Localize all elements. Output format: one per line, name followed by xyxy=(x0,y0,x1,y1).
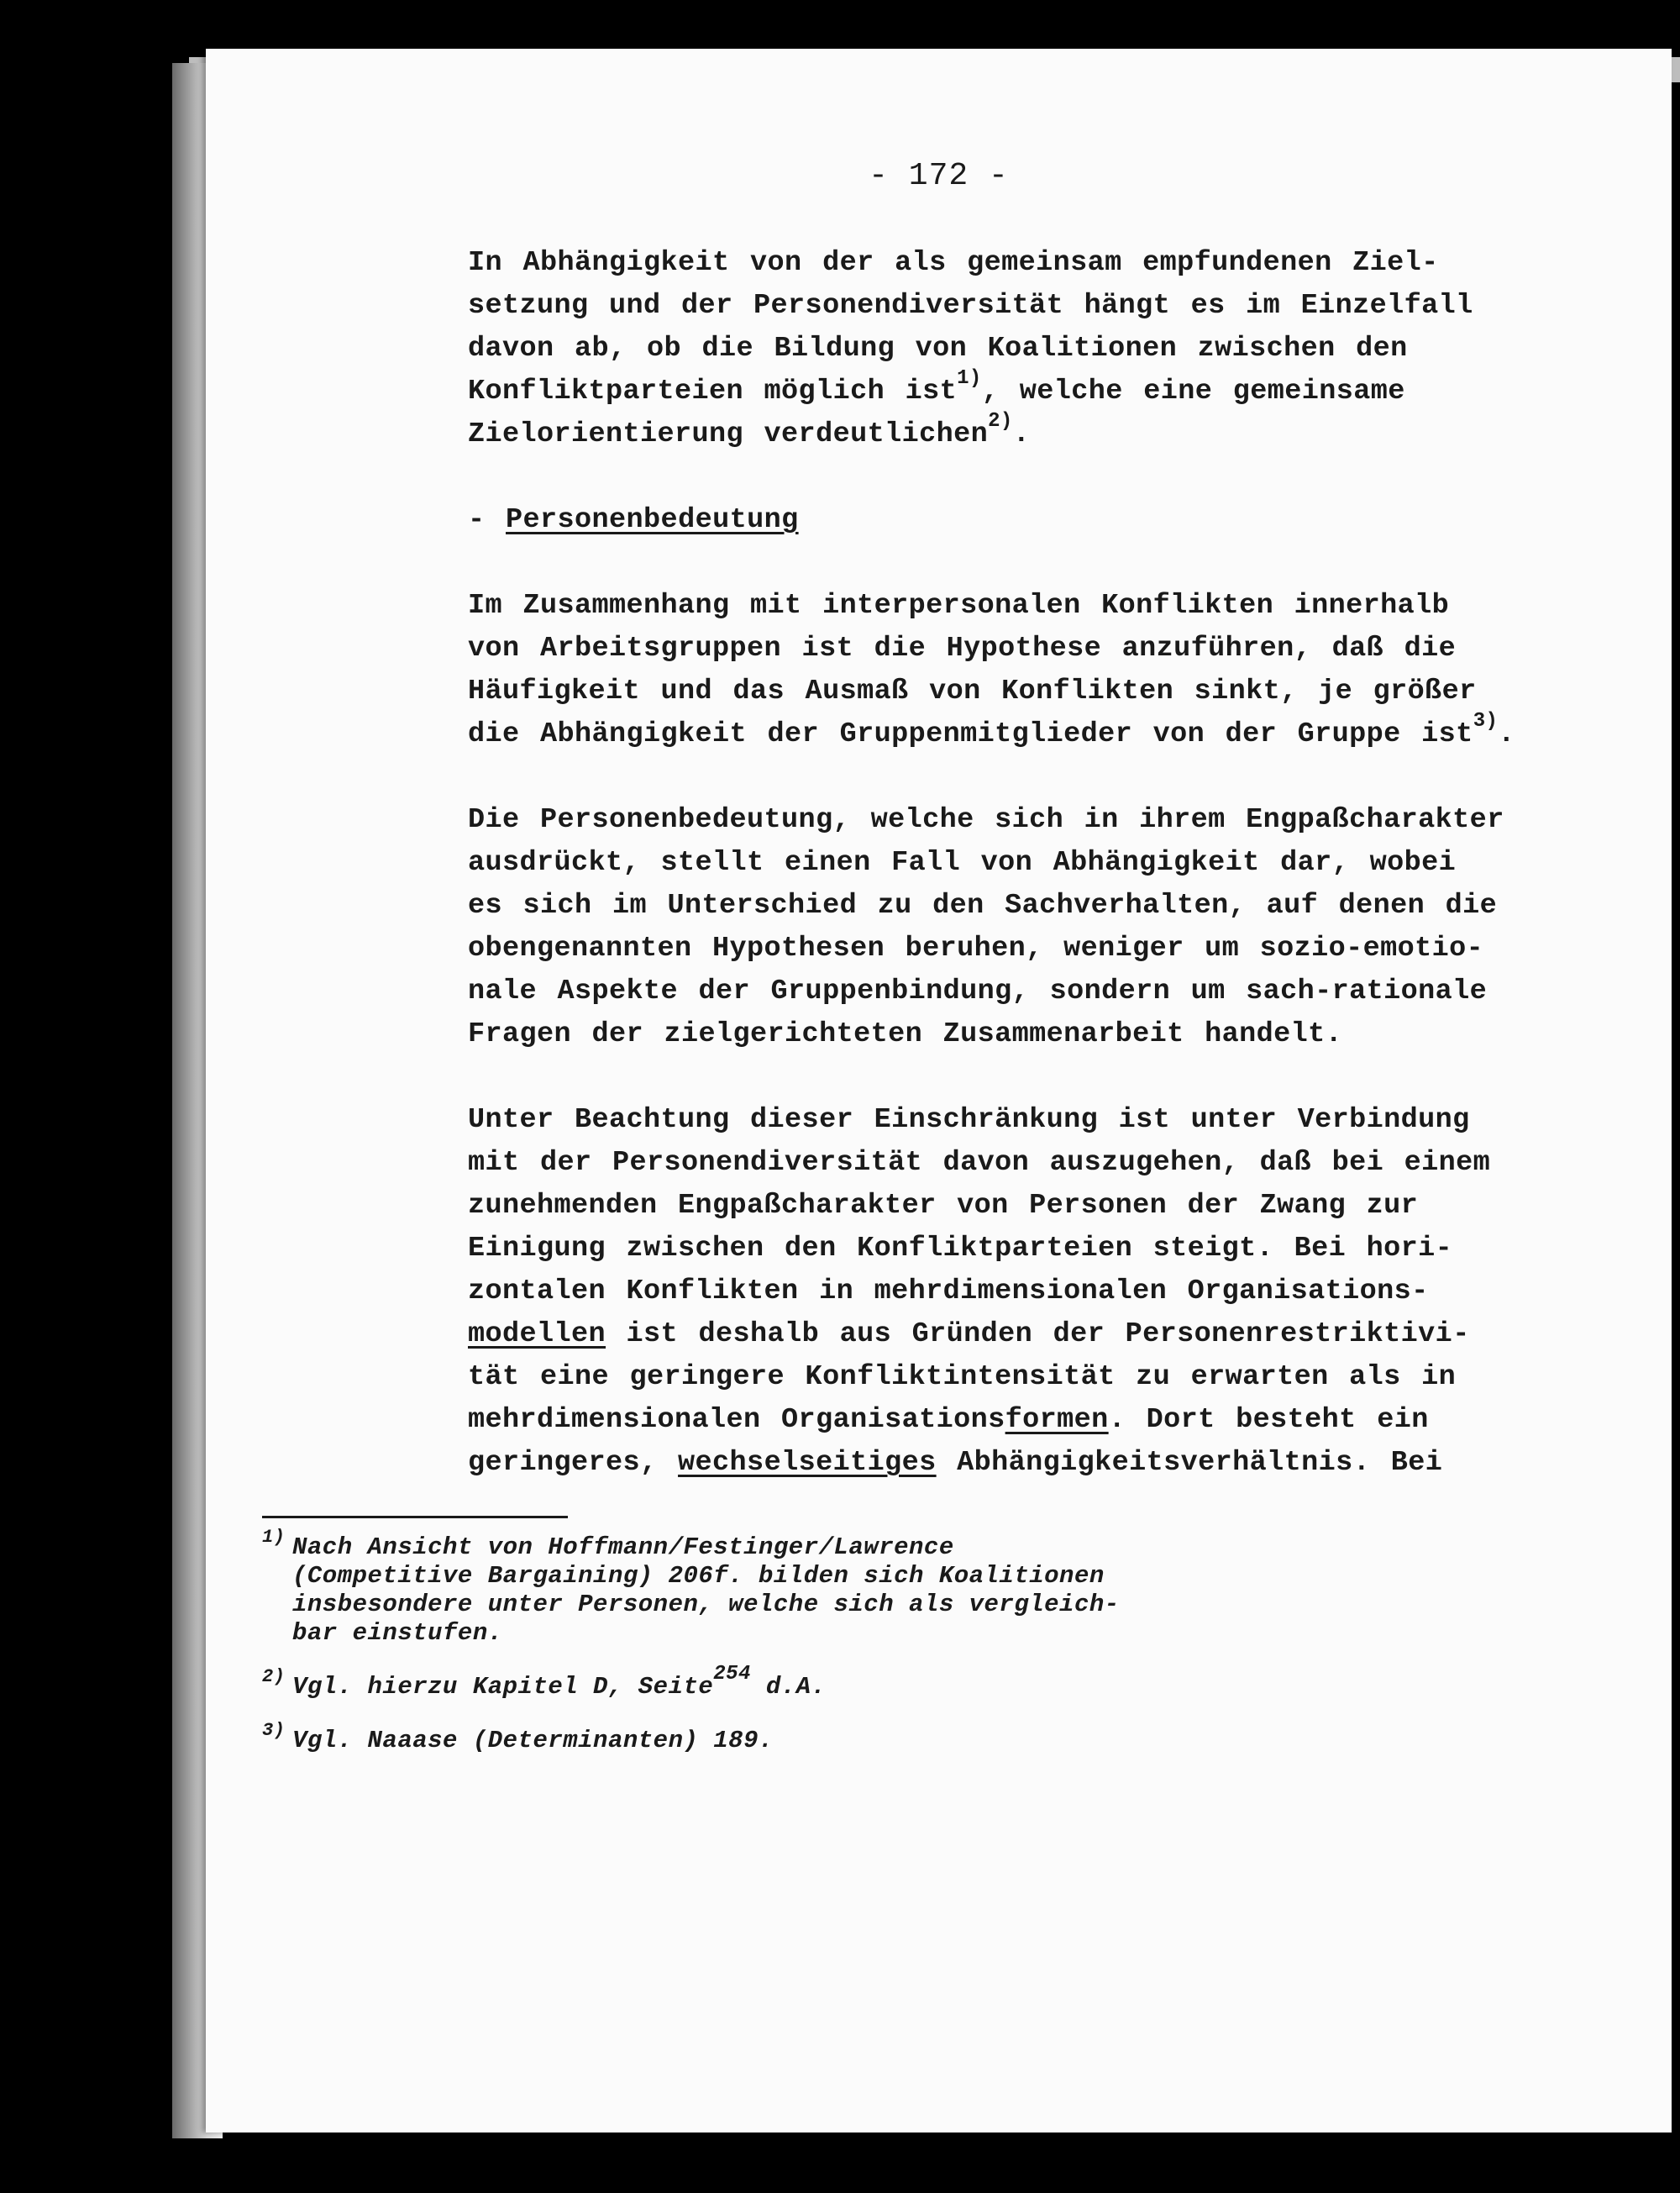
text-fragment: mehrdimensionalen Organisations xyxy=(468,1404,1005,1436)
text-fragment: Vgl. hierzu Kapitel D, Seite xyxy=(292,1673,714,1701)
text-line: mit der Personendiversität davon auszugehen, daß bei einem xyxy=(468,1147,1491,1179)
text-line: nale Aspekte der Gruppenbindung, sondern um sach-rationale xyxy=(468,976,1488,1007)
footnote-separator xyxy=(262,1516,568,1518)
text-line: obengenannten Hypothesen beruhen, weniger um sozio-emotio- xyxy=(468,933,1484,965)
text-fragment: Konfliktparteien möglich ist xyxy=(468,376,958,408)
footnote-mark: 2) xyxy=(262,1666,286,1687)
text-line: In Abhängigkeit von der als gemeinsam empfundenen Ziel- xyxy=(468,247,1439,279)
text-fragment: geringeres, xyxy=(468,1447,679,1479)
text-line: von Arbeitsgruppen ist die Hypothese anzuführen, daß die xyxy=(468,633,1457,665)
footnote-line xyxy=(292,1663,1480,1701)
footnote-line: insbesondere unter Personen, welche sich als vergleich- xyxy=(292,1591,1120,1618)
text-line: setzung und der Personendiversität hängt es im Einzelfall xyxy=(468,290,1473,322)
text-line: ausdrückt, stellt einen Fall von Abhängigkeit dar, wobei xyxy=(468,847,1457,879)
paragraph-4 xyxy=(468,1099,1680,1485)
page-number: - 172 - xyxy=(869,158,1009,194)
footnote-line: (Competitive Bargaining) 206f. bilden sich Koalitionen xyxy=(292,1562,1105,1590)
text-line: es sich im Unterschied zu den Sachverhalten, auf denen die xyxy=(468,890,1498,922)
heading-dash: - xyxy=(468,504,486,536)
text-fragment: . xyxy=(1498,718,1515,750)
footnote-line: Vgl. Naaase (Determinanten) 189. xyxy=(292,1727,774,1754)
footnote-line: Nach Ansicht von Hoffmann/Festinger/Lawrence xyxy=(292,1533,954,1561)
underlined-word: formen xyxy=(1005,1404,1109,1436)
heading-text: Personenbedeutung xyxy=(506,504,799,536)
text-fragment: d.A. xyxy=(751,1673,827,1701)
text-line: Häufigkeit und das Ausmaß von Konflikten sinkt, je größer xyxy=(468,676,1477,707)
text-fragment: die Abhängigkeit der Gruppenmitglieder von der Gruppe ist xyxy=(468,718,1473,750)
text-line xyxy=(468,1313,1680,1356)
text-line: Fragen der zielgerichteten Zusammenarbeit handelt. xyxy=(468,1018,1343,1050)
text-line xyxy=(468,709,1680,756)
footnote-1 xyxy=(262,1527,1480,1648)
text-line: tät eine geringere Konfliktintensität zu erwarten als in xyxy=(468,1361,1457,1393)
body-text xyxy=(468,242,1680,1528)
footnote-ref-3: 3) xyxy=(1473,709,1499,733)
underlined-word: modellen xyxy=(468,1318,606,1350)
text-line xyxy=(468,366,1680,413)
page-ref: 254 xyxy=(713,1663,751,1686)
text-line: Im Zusammenhang mit interpersonalen Konflikten innerhalb xyxy=(468,590,1450,622)
paragraph-3 xyxy=(468,799,1680,1056)
footnote-mark: 3) xyxy=(262,1720,286,1741)
text-line: Einigung zwischen den Konfliktparteien steigt. Bei hori- xyxy=(468,1233,1453,1265)
text-line xyxy=(468,1442,1680,1485)
paragraph-1 xyxy=(468,242,1680,456)
underlined-word: wechselseitiges xyxy=(678,1447,937,1479)
footnote-mark: 1) xyxy=(262,1527,286,1548)
text-line xyxy=(468,1399,1680,1442)
text-line: davon ab, ob die Bildung von Koalitionen zwischen den xyxy=(468,333,1408,365)
footnote-ref-1: 1) xyxy=(957,366,982,390)
text-line: Die Personenbedeutung, welche sich in ihrem Engpaßcharakter xyxy=(468,804,1504,836)
footnotes xyxy=(262,1527,1480,1780)
paragraph-2 xyxy=(468,585,1680,756)
text-line: Unter Beachtung dieser Einschränkung ist unter Verbindung xyxy=(468,1104,1470,1136)
text-fragment: , welche eine gemeinsame xyxy=(981,376,1405,408)
text-fragment: . Dort besteht ein xyxy=(1108,1404,1429,1436)
document-page xyxy=(206,49,1672,2133)
text-line: zontalen Konflikten in mehrdimensionalen Organisations- xyxy=(468,1275,1429,1307)
footnote-2 xyxy=(262,1663,1480,1701)
text-fragment: Zielorientierung verdeutlichen xyxy=(468,418,989,450)
footnote-line: bar einstufen. xyxy=(292,1619,503,1647)
footnote-3 xyxy=(262,1720,1480,1755)
text-fragment: ist deshalb aus Gründen der Personenrestriktivi- xyxy=(606,1318,1470,1350)
text-line xyxy=(468,409,1680,456)
text-fragment: Abhängigkeitsverhältnis. Bei xyxy=(936,1447,1443,1479)
text-fragment: . xyxy=(1012,418,1031,450)
section-heading xyxy=(468,499,1680,542)
text-line: zunehmenden Engpaßcharakter von Personen der Zwang zur xyxy=(468,1190,1419,1222)
footnote-ref-2: 2) xyxy=(988,409,1013,433)
